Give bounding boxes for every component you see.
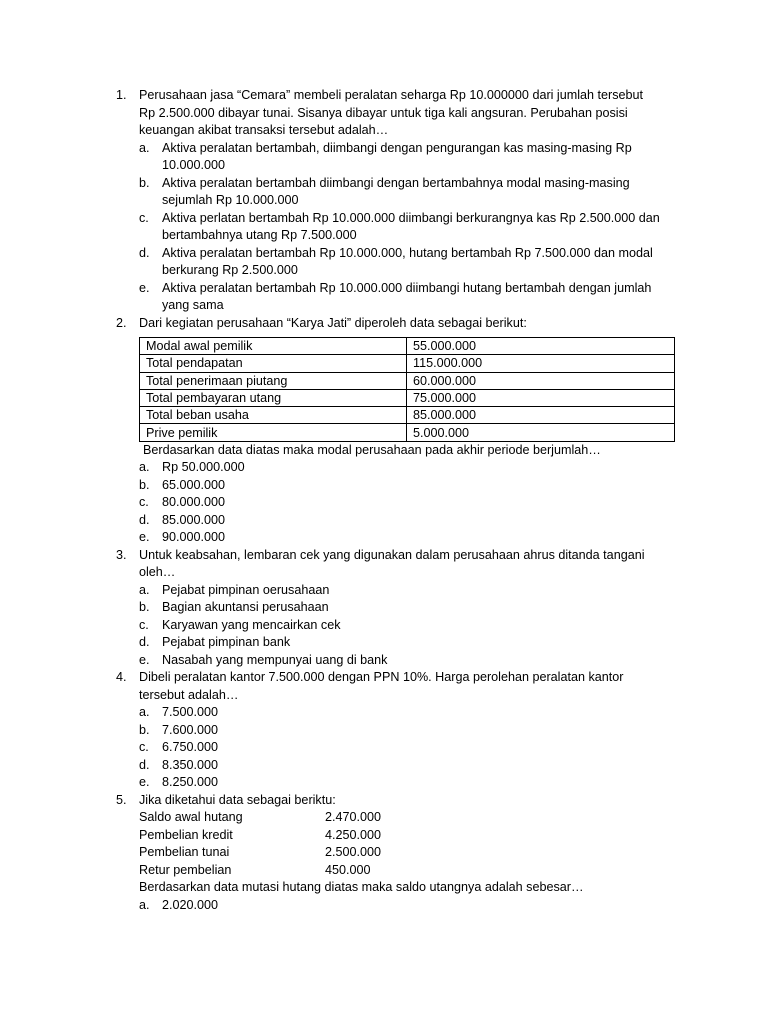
data-row-label: Retur pembelian: [139, 862, 232, 877]
option-3e: [0, 652, 768, 670]
question-followup-text: Berdasarkan data mutasi hutang diatas maka saldo utangnya adalah sebesar…: [139, 880, 584, 895]
question-followup-text: Berdasarkan data diatas maka modal perusahaan pada akhir periode berjumlah…: [143, 442, 601, 457]
option-text: 90.000.000: [162, 530, 226, 545]
data-row: [0, 862, 768, 880]
question-text-line: Untuk keabsahan, lembaran cek yang digunakan dalam perusahaan ahrus ditanda tangani: [139, 547, 645, 562]
option-text: 7.500.000: [162, 705, 219, 720]
question-text-line: tersebut adalah…: [139, 687, 239, 702]
table-value-cell: 55.000.000: [407, 338, 675, 355]
option-text-line: Aktiva peralatan bertambah Rp 10.000.000, hutang bertambah Rp 7.500.000 dan modal: [162, 245, 653, 260]
option-3c: [0, 617, 768, 635]
table-row: [140, 407, 675, 424]
question-2: [0, 315, 768, 333]
option-5a: [0, 897, 768, 915]
data-row-label: Pembelian tunai: [139, 845, 230, 860]
option-letter: d.: [139, 635, 150, 650]
option-text-line: berkurang Rp 2.500.000: [162, 263, 298, 277]
option-2e: [0, 529, 768, 547]
data-row-value: 2.470.000: [325, 810, 382, 825]
table-label-cell: Prive pemilik: [140, 424, 407, 441]
option-letter: c.: [139, 495, 149, 510]
table-row: [140, 389, 675, 406]
table-label-cell: Total beban usaha: [140, 407, 407, 424]
data-row-value: 450.000: [325, 862, 371, 877]
option-1b: [0, 175, 768, 210]
option-text-line: Aktiva peralatan bertambah diimbangi dengan bertambahnya modal masing-masing: [162, 175, 630, 190]
question-5: [0, 792, 768, 810]
question-text-line: keuangan akibat transaksi tersebut adalah…: [139, 123, 389, 137]
question-text-line: oleh…: [139, 565, 176, 580]
option-1c: [0, 210, 768, 245]
option-letter: e.: [139, 530, 150, 545]
option-4b: [0, 722, 768, 740]
option-text-line: 10.000.000: [162, 158, 226, 172]
table-label-cell: Modal awal pemilik: [140, 338, 407, 355]
data-row: [0, 827, 768, 845]
option-2d: [0, 512, 768, 530]
option-letter: e.: [139, 775, 150, 790]
option-letter: b.: [139, 477, 150, 492]
data-row-label: Saldo awal hutang: [139, 810, 243, 825]
table-value-cell: 115.000.000: [407, 355, 675, 372]
option-text: Pejabat pimpinan oerusahaan: [162, 582, 330, 597]
question-number: 4.: [116, 670, 127, 685]
option-1a: [0, 140, 768, 175]
question-text-line: Perusahaan jasa “Cemara” membeli peralatan seharga Rp 10.000000 dari jumlah tersebut: [139, 88, 644, 102]
option-text: 80.000.000: [162, 495, 226, 510]
option-3b: [0, 599, 768, 617]
data-row: [0, 844, 768, 862]
question-number: 2.: [116, 315, 127, 330]
option-text: 8.350.000: [162, 757, 219, 772]
option-1d: [0, 245, 768, 280]
question-text-line: Dari kegiatan perusahaan “Karya Jati” diperoleh data sebagai berikut:: [139, 315, 527, 330]
option-text: 2.020.000: [162, 897, 219, 912]
option-letter: a.: [139, 140, 150, 155]
table-value-cell: 85.000.000: [407, 407, 675, 424]
option-text: 65.000.000: [162, 477, 226, 492]
option-text-line: Aktiva peralatan bertambah Rp 10.000.000 diimbangi hutang bertambah dengan jumlah: [162, 280, 652, 295]
option-letter: b.: [139, 722, 150, 737]
data-row-value: 4.250.000: [325, 827, 382, 842]
option-letter: c.: [139, 740, 149, 755]
question-3: [0, 547, 768, 582]
option-4d: [0, 757, 768, 775]
table-label-cell: Total pembayaran utang: [140, 389, 407, 406]
option-letter: d.: [139, 757, 150, 772]
option-text: 85.000.000: [162, 512, 226, 527]
option-letter: e.: [139, 652, 150, 667]
question-1: [0, 87, 768, 140]
option-text: 6.750.000: [162, 740, 219, 755]
option-3d: [0, 634, 768, 652]
option-text-line: bertambahnya utang Rp 7.500.000: [162, 228, 357, 242]
option-4a: [0, 704, 768, 722]
option-letter: b.: [139, 600, 150, 615]
option-letter: d.: [139, 512, 150, 527]
option-4e: [0, 774, 768, 792]
option-letter: d.: [139, 245, 150, 260]
option-2c: [0, 494, 768, 512]
option-3a: [0, 582, 768, 600]
option-letter: c.: [139, 617, 149, 632]
option-1e: [0, 280, 768, 315]
question-text-line: Dibeli peralatan kantor 7.500.000 dengan PPN 10%. Harga perolehan peralatan kantor: [139, 670, 624, 685]
question-number: 3.: [116, 547, 127, 562]
option-text-line: yang sama: [162, 298, 224, 312]
option-letter: c.: [139, 210, 149, 225]
table-row: [140, 355, 675, 372]
option-letter: b.: [139, 175, 150, 190]
question-number: 5.: [116, 792, 127, 807]
table-value-cell: 5.000.000: [407, 424, 675, 441]
table-row: [140, 424, 675, 441]
option-text: Pejabat pimpinan bank: [162, 635, 291, 650]
option-letter: e.: [139, 280, 150, 295]
option-text: Nasabah yang mempunyai uang di bank: [162, 652, 388, 667]
question-4: [0, 669, 768, 704]
table-row: [140, 338, 675, 355]
option-2a: [0, 459, 768, 477]
option-text: 7.600.000: [162, 722, 219, 737]
option-text: Bagian akuntansi perusahaan: [162, 600, 329, 615]
option-text: Rp 50.000.000: [162, 460, 245, 475]
option-text-line: sejumlah Rp 10.000.000: [162, 193, 299, 207]
option-letter: a.: [139, 582, 150, 597]
question-text-line: Jika diketahui data sebagai beriktu:: [139, 792, 336, 807]
option-2b: [0, 477, 768, 495]
option-letter: a.: [139, 897, 150, 912]
option-4c: [0, 739, 768, 757]
table-row: [140, 372, 675, 389]
option-text-line: Aktiva perlatan bertambah Rp 10.000.000 diimbangi berkurangnya kas Rp 2.500.000 dan: [162, 210, 660, 225]
question-number: 1.: [116, 88, 127, 102]
option-text: 8.250.000: [162, 775, 219, 790]
option-text: Karyawan yang mencairkan cek: [162, 617, 341, 632]
option-letter: a.: [139, 705, 150, 720]
option-letter: a.: [139, 460, 150, 475]
table-label-cell: Total penerimaan piutang: [140, 372, 407, 389]
table-value-cell: 60.000.000: [407, 372, 675, 389]
question-text-line: Rp 2.500.000 dibayar tunai. Sisanya dibayar untuk tiga kali angsuran. Perubahan posisi: [139, 105, 628, 120]
table-label-cell: Total pendapatan: [140, 355, 407, 372]
option-text-line: Aktiva peralatan bertambah, diimbangi dengan pengurangan kas masing-masing Rp: [162, 140, 632, 155]
document-page: [0, 87, 768, 914]
data-row-label: Pembelian kredit: [139, 827, 233, 842]
data-row-value: 2.500.000: [325, 845, 382, 860]
table-value-cell: 75.000.000: [407, 389, 675, 406]
data-table: [139, 337, 675, 442]
data-row: [0, 809, 768, 827]
